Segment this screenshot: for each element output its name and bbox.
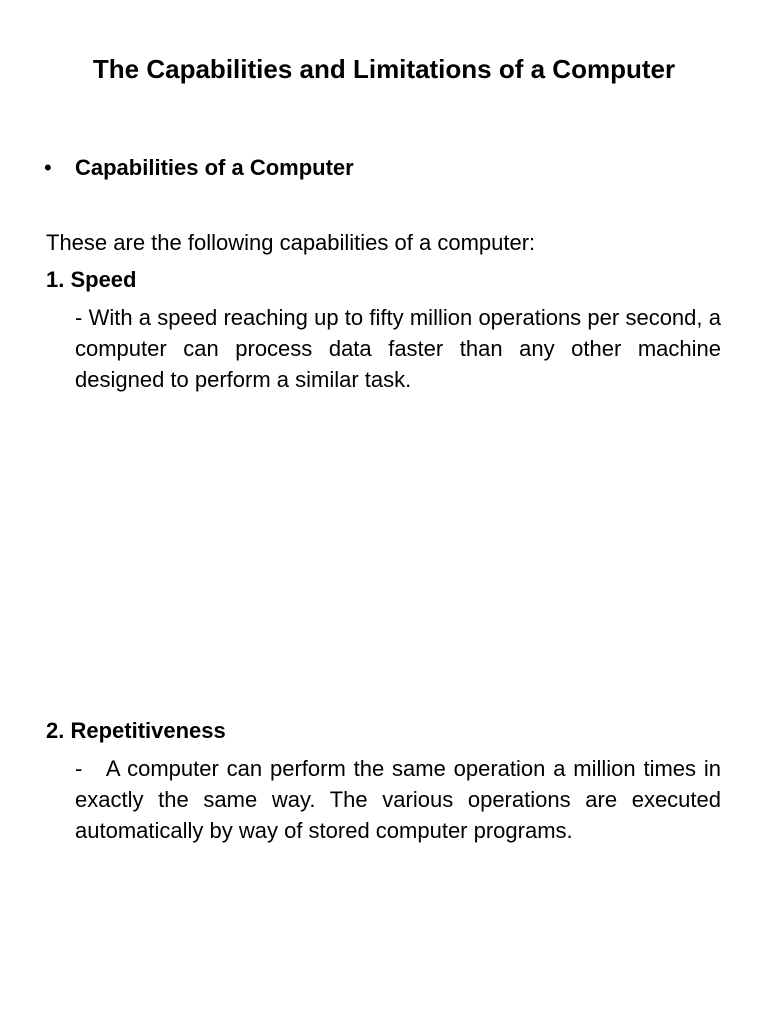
repetitiveness-description: - A computer can perform the same operation a million times in exactly the same way. The various operations are executed automatically by way of stored computer programs. (75, 756, 721, 843)
speed-heading: 1. Speed (46, 267, 137, 292)
speed-description: - With a speed reaching up to fifty million operations per second, a computer can process data faster than any other machine designed to perform a similar task. (75, 305, 721, 392)
bullet-label: Capabilities of a Computer (75, 155, 354, 180)
repetitiveness-heading: 2. Repetitiveness (46, 718, 226, 743)
intro-paragraph: These are the following capabilities of a computer: (46, 230, 536, 255)
document-title: The Capabilities and Limitations of a Computer (92, 54, 676, 84)
bullet-symbol: • (44, 155, 52, 180)
bullet-section-heading (44, 153, 354, 183)
